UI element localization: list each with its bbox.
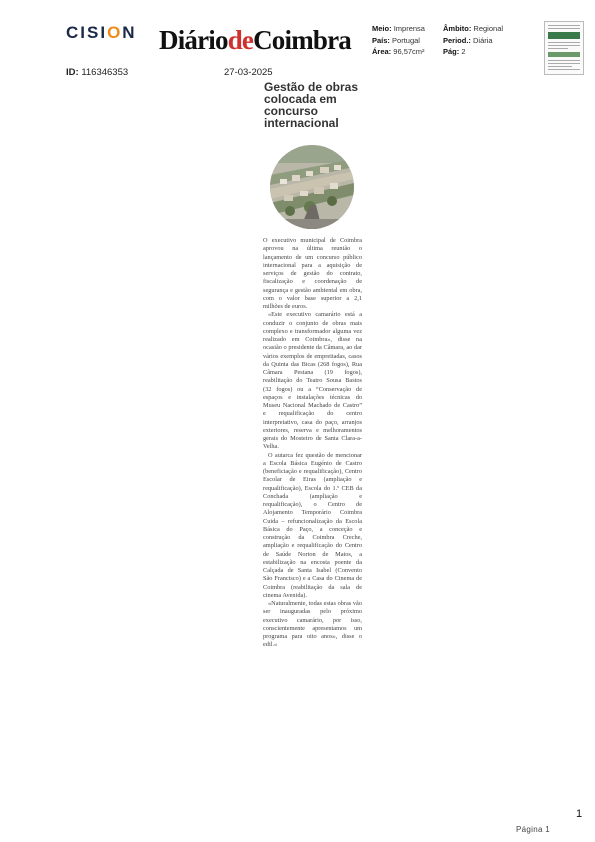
- page-thumbnail: [544, 21, 584, 75]
- article-paragraph: «Naturalmente, todas estas obras vão ser inauguradas pelo próximo executivo camarário, por isso, conscientemente apresentamos um programa para oito anos», disse o edil.«: [263, 600, 362, 649]
- article-paragraph: O executivo municipal de Coimbra aprovou na última reunião o lançamento de um concurso público internacional para a aquisição de serviços de gestão do contrato, fiscalização e coordenação de segurança e gestão ambiental em obra, com o valor base superior a 2,1 milhões de euros.: [263, 237, 362, 310]
- page-number: 1: [576, 808, 583, 820]
- logo-text-end: N: [122, 23, 137, 42]
- meta-ambito: Âmbito: Regional: [443, 24, 504, 33]
- meta-block-right: [443, 23, 503, 58]
- article-headline: Gestão de obras colocada em concurso internacional: [264, 80, 359, 130]
- meta-block-left: [372, 23, 425, 58]
- cision-logo: [66, 23, 137, 43]
- article-date: 27-03-2025: [224, 67, 273, 78]
- publication-name-part1: Diário: [159, 25, 228, 55]
- meta-pais: País: Portugal: [372, 35, 420, 45]
- article-body: [263, 237, 362, 650]
- publication-name-part3: Coimbra: [253, 25, 351, 55]
- article-paragraph: O autarca fez questão de mencionar a Escola Básica Eugénio de Castro (beneficiação e requalificação), Centro Escolar de Eiras (ampliação e requalificação), Escola do 1.º CEB da Conchada (ampliação e requalificação), o Centro de Alojamento Temporário Coimbra Cuida – refuncionalização da Escola Básica do Paço, a conceção e construção da Coimbra Creche, ampliação e requalificação do Centro de Saúde Norton de Matos, a estabilização na encosta poente da Calçada de Santa Isabel (Convento São Francisco) e a Casa do Cinema de Coimbra (reabilitação da sala de cinema Avenida).: [263, 451, 362, 599]
- publication-title: [159, 25, 351, 56]
- article-paragraph: «Este executivo camarário está a conduzir o conjunto de obras mais complexo e transformador alguma vez realizado em Coimbra», disse na ocasião o presidente da Câmara, ao dar vários exemplos de empreitadas, casos da Quinta das Bicas (268 fogos), Rua Câmara Pestana (19 fogos), reabilitação do Teatro Sousa Bastos (32 fogos) ou a “Conservação de espaços e instalações técnicas do Museu Nacional Machado de Castro” e requalificação do centro interpretativo, casa do paço, arranjos exteriores, reserva e melhoramentos gerais do Mosteiro de Santa Clara-a-Velha.: [263, 311, 362, 451]
- logo-o: O: [107, 23, 123, 42]
- article-id: ID: 116346353: [66, 67, 129, 78]
- meta-area: Área: 96,57cm²: [372, 47, 425, 56]
- logo-text-start: CISI: [66, 23, 108, 42]
- meta-meio: Meio: Imprensa: [372, 24, 425, 33]
- meta-period: Period.: Diária: [443, 35, 493, 45]
- publication-name-part2: de: [227, 25, 254, 55]
- page-label: Página 1: [516, 825, 550, 834]
- aerial-city-photo: [270, 145, 354, 229]
- meta-pag: Pág: 2: [443, 47, 466, 56]
- article-photo: [270, 145, 354, 229]
